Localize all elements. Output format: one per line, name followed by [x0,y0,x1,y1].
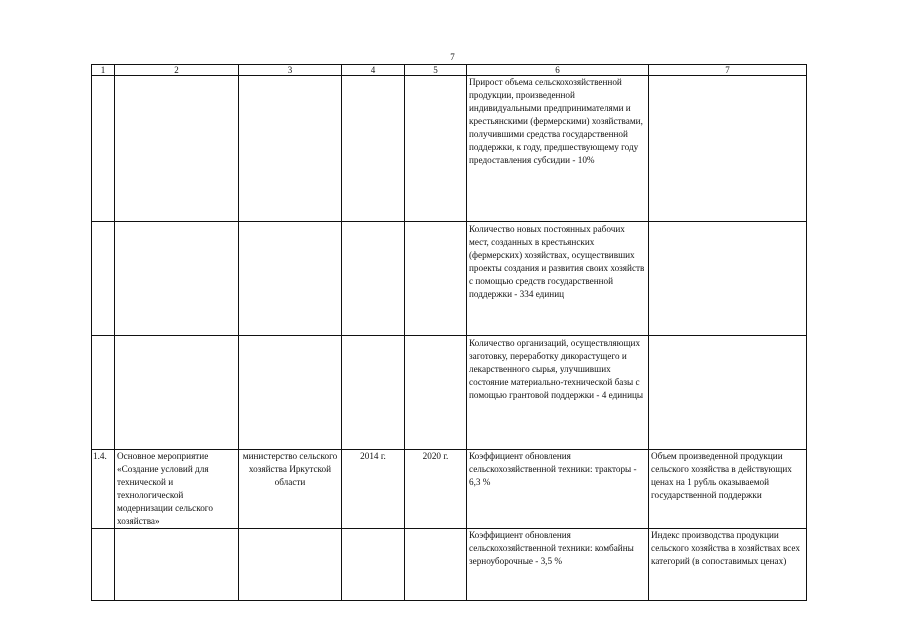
item-start-year: 2014 г. [342,450,405,529]
indicator-cell: Количество организаций, осуществляющих заготовку, переработку дикорастущего и лекарственного сырья, улучшивших состояние материально-технической базы с помощью грантовой поддержки - 4 единицы [467,336,649,450]
column-number-row [92,65,807,76]
column-header: 3 [239,65,342,76]
column-header: 5 [405,65,467,76]
item-title: Основное мероприятие «Создание условий для технической и технологической модернизации сельского хозяйства» [115,450,239,529]
column-header: 4 [342,65,405,76]
table-row [92,76,807,222]
table-row [92,529,807,601]
column-header: 7 [649,65,807,76]
item-end-year: 2020 г. [405,450,467,529]
result-cell: Индекс производства продукции сельского хозяйства в хозяйствах всех категорий (в сопоставимых ценах) [649,529,807,601]
indicator-cell: Коэффициент обновления сельскохозяйственной техники: комбайны зерноуборочные - 3,5 % [467,529,649,601]
column-header: 2 [115,65,239,76]
table-row [92,450,807,529]
result-cell: Объем произведенной продукции сельского хозяйства в действующих ценах на 1 рубль оказываемой государственной поддержки [649,450,807,529]
column-header: 6 [467,65,649,76]
table-row [92,222,807,336]
program-table [91,64,807,601]
indicator-cell: Прирост объема сельскохозяйственной продукции, произведенной индивидуальными предпринимателями и крестьянскими (фермерскими) хозяйствами, получившими средства государственной поддержки, к году, предшествующему году предоставления субсидии - 10% [467,76,649,222]
indicator-cell: Коэффициент обновления сельскохозяйственной техники: тракторы - 6,3 % [467,450,649,529]
column-header: 1 [92,65,115,76]
item-executor: министерство сельского хозяйства Иркутской области [239,450,342,529]
page-number: 7 [450,52,455,62]
table-row [92,336,807,450]
indicator-cell: Количество новых постоянных рабочих мест, созданных в крестьянских (фермерских) хозяйствах, осуществивших проекты создания и развития своих хозяйств с помощью средств государственной поддержки - 334 единиц [467,222,649,336]
item-number: 1.4. [92,450,115,529]
